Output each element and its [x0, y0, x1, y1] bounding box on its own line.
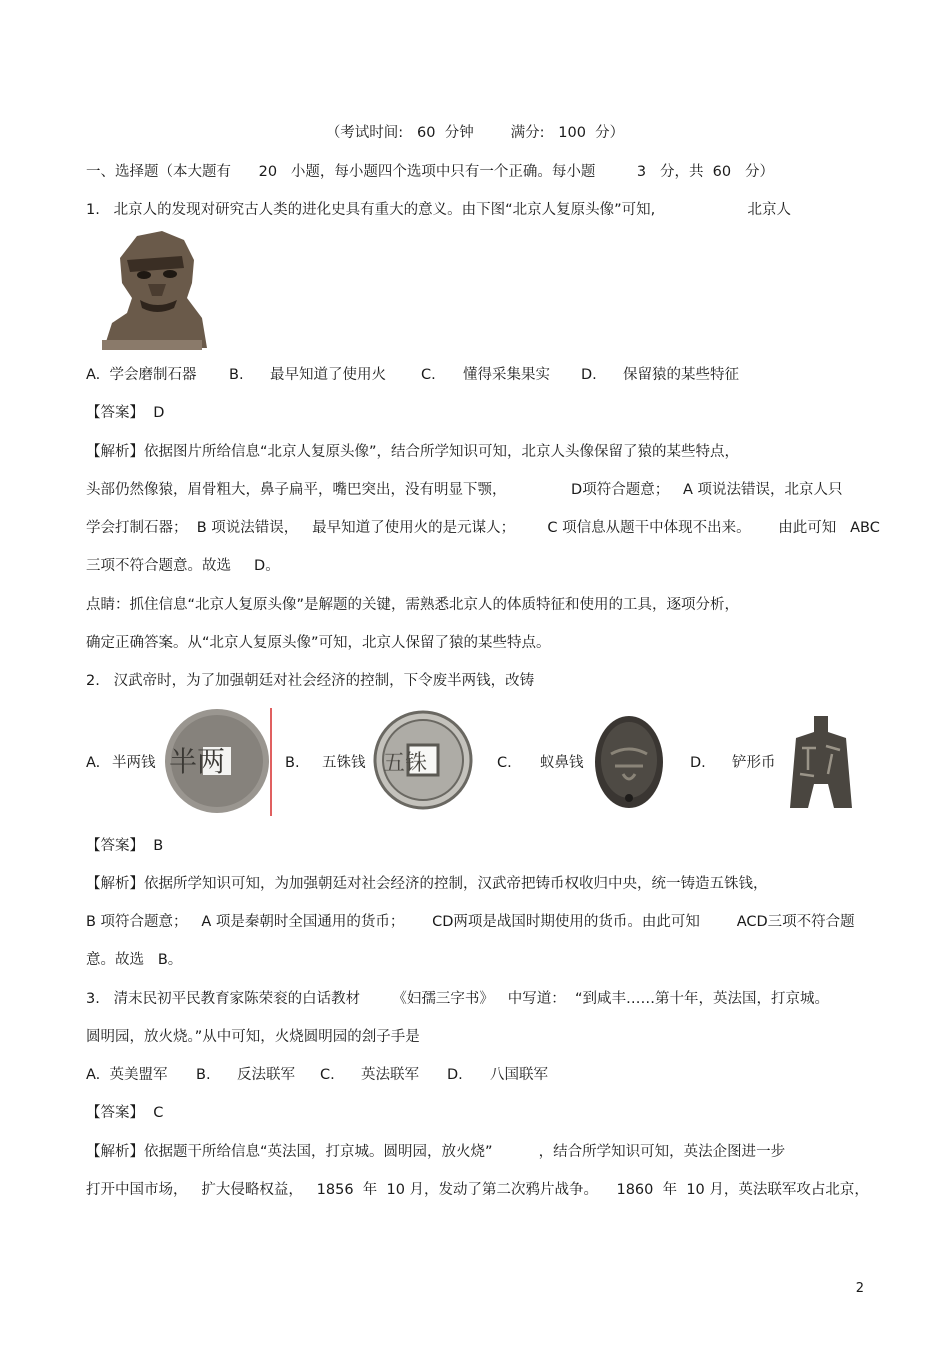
q3-option-c-letter: C. [320, 1067, 335, 1083]
svg-text:半两: 半两 [169, 745, 226, 778]
q2-option-b-letter: B. [285, 755, 300, 771]
q1-option-d-letter: D. [581, 367, 597, 383]
q1-stem: 1. 北京人的发现对研究古人类的进化史具有重大的意义。由下图“北京人复原头像”可知, 北京人 [86, 202, 791, 218]
q3-answer: 【答案】 C [86, 1105, 164, 1121]
image-border [270, 708, 272, 816]
q2-option-b: 五铢钱 [322, 755, 366, 771]
q1-answer: 【答案】 D [86, 405, 165, 421]
q2-analysis-line: 【解析】依据所学知识可知，为加强朝廷对社会经济的控制，汉武帝把铸币权收归中央，统一铸造五铢钱， [86, 876, 768, 892]
q2-option-c-letter: C. [497, 755, 512, 771]
exam-info: （考试时间: 60 分钟 满分: 100 分） [325, 125, 625, 141]
q1-tip-line: 确定正确答案。从“北京人复原头像”可知，北京人保留了猿的某些特点。 [86, 635, 551, 651]
q2-option-a: 半两钱 [112, 755, 156, 771]
q2-answer: 【答案】 B [86, 838, 164, 854]
section-title: 一、选择题（本大题有 20 小题，每小题四个选项中只有一个正确。每小题 3 分，共 60 分） [86, 164, 774, 180]
q3-stem-line: 圆明园，放火烧。”从中可知，火烧圆明园的刽子手是 [86, 1029, 420, 1045]
q3-stem-line: 3. 清末民初平民教育家陈荣衮的白话教材 《妇孺三字书》 中写道： “到咸丰……第十年，英法国，打京城。 [86, 991, 829, 1007]
q1-option-d: 保留猿的某些特征 [623, 367, 739, 383]
banliang-coin-icon [163, 708, 271, 818]
q1-analysis-line: 头部仍然像猿，眉骨粗大，鼻子扁平，嘴巴突出，没有明显下颚， D项符合题意； A 项说法错误，北京人只 [86, 482, 843, 498]
yibi-coin-icon [593, 714, 665, 814]
q2-analysis-line: 意。故选 B。 [86, 952, 183, 968]
q2-analysis-line: B 项符合题意； A 项是秦朝时全国通用的货币； CD两项是战国时期使用的货币。由此可知 ACD三项不符合题 [86, 914, 855, 930]
q2-option-d: 铲形币 [732, 755, 776, 771]
q1-option-a: A. 学会磨制石器 [86, 367, 197, 383]
q1-option-c-letter: C. [421, 367, 436, 383]
q2-option-c: 蚁鼻钱 [540, 755, 584, 771]
q3-option-b: 反法联军 [237, 1067, 295, 1083]
q3-option-d: 八国联军 [490, 1067, 548, 1083]
peking-man-bust-icon [92, 228, 210, 353]
q1-analysis-line: 三项不符合题意。故选 D。 [86, 558, 280, 574]
q3-analysis-line: 打开中国市场， 扩大侵略权益， 1856 年 10 月，发动了第二次鸦片战争。 1860 年 10 月，英法联军攻占北京， [86, 1182, 869, 1198]
q1-tip-line: 点睛：抓住信息“北京人复原头像”是解题的关键，需熟悉北京人的体质特征和使用的工具，逐项分析， [86, 597, 740, 613]
q3-option-c: 英法联军 [361, 1067, 419, 1083]
svg-text:五铢: 五铢 [383, 751, 428, 776]
q3-option-a: A. 英美盟军 [86, 1067, 168, 1083]
q3-option-b-letter: B. [196, 1067, 211, 1083]
q3-option-d-letter: D. [447, 1067, 463, 1083]
q3-analysis-line: 【解析】依据题干所给信息“英法国，打京城。圆明园，放火烧” ，结合所学知识可知，英法企图进一步 [86, 1144, 786, 1160]
q1-option-b: 最早知道了使用火 [270, 367, 386, 383]
q1-analysis-line: 学会打制石器； B 项说法错误， 最早知道了使用火的是元谋人； C 项信息从题干中体现不出来。 由此可知 ABC [86, 520, 880, 536]
wuzhu-coin-icon [373, 710, 473, 814]
q1-option-c: 懂得采集果实 [463, 367, 550, 383]
q1-option-b-letter: B. [229, 367, 244, 383]
q2-option-d-letter: D. [690, 755, 706, 771]
spade-coin-icon [788, 714, 854, 814]
q2-option-a-letter: A. [86, 755, 101, 771]
q2-stem: 2. 汉武帝时，为了加强朝廷对社会经济的控制，下令废半两钱，改铸 [86, 673, 535, 689]
page-number: 2 [855, 1281, 864, 1296]
q1-analysis-line: 【解析】依据图片所给信息“北京人复原头像”，结合所学知识可知，北京人头像保留了猿的某些特点， [86, 444, 740, 460]
